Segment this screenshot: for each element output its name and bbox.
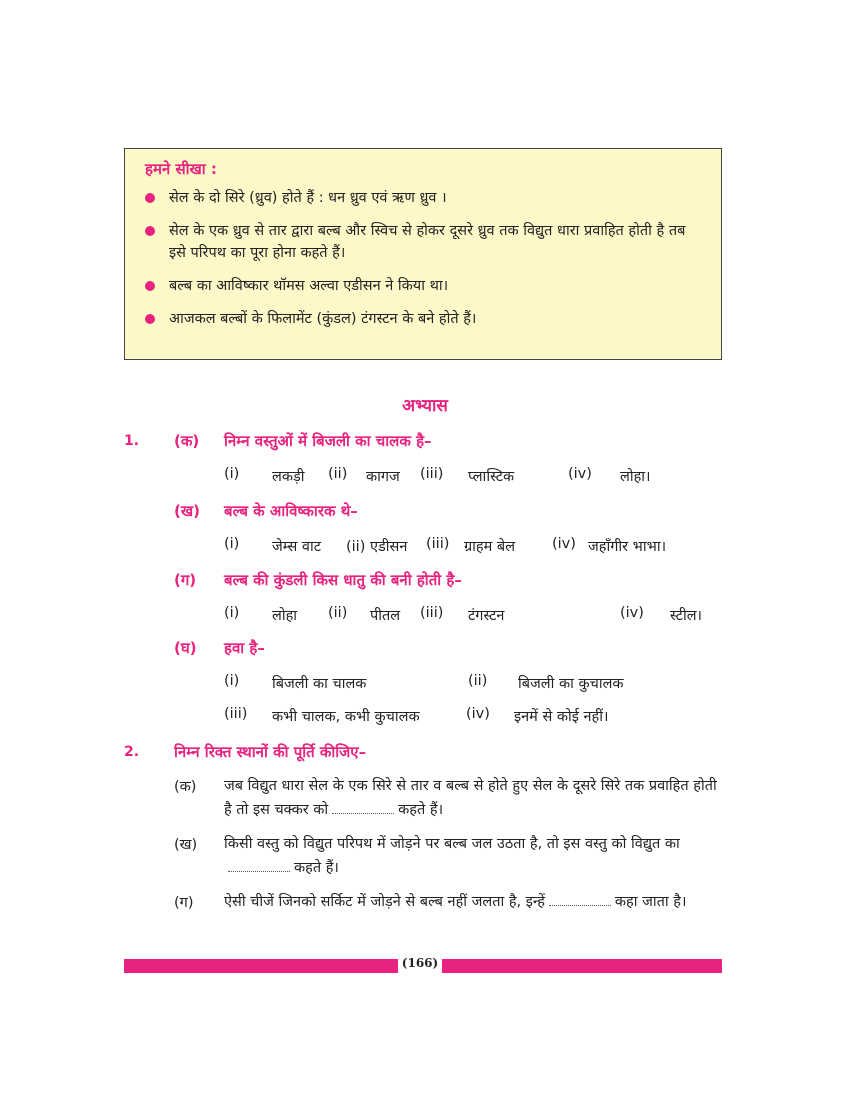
- summary-item: [141, 308, 705, 330]
- question-letter: (ख): [174, 502, 200, 520]
- option-label: (iv): [568, 466, 592, 482]
- question-text: बल्ब के आविष्कारक थे–: [224, 502, 358, 520]
- summary-item-text: आजकल बल्बों के फिलामेंट (कुंडल) टंगस्टन के बने होते हैं।: [169, 311, 477, 327]
- option-label: (iii): [420, 605, 444, 621]
- option-label: (iii): [224, 706, 248, 722]
- bullet-dot-icon: [145, 193, 155, 203]
- option-label: (ii): [328, 605, 348, 621]
- question-letter: (क): [174, 432, 200, 450]
- bullet-dot-icon: [145, 314, 155, 324]
- option-label: (ii): [328, 466, 348, 482]
- summary-item: [141, 220, 705, 264]
- fill-item: [224, 774, 724, 822]
- fill-item: [224, 890, 724, 914]
- blank-line: [332, 803, 394, 814]
- blank-line: [228, 861, 290, 872]
- fill-item-letter: (ग): [174, 895, 194, 911]
- question-text: निम्न वस्तुओं में बिजली का चालक है–: [224, 432, 432, 450]
- summary-title: हमने सीखा :: [145, 160, 217, 178]
- option-text: प्लास्टिक: [468, 469, 515, 485]
- footer-bar-right: [442, 959, 722, 973]
- option-text: पीतल: [370, 608, 401, 624]
- fill-item-text: किसी वस्तु को विद्युत परिपथ में जोड़ने पर बल्ब जल उठता है, तो इस वस्तु को विद्युत का: [224, 836, 680, 852]
- option-text: स्टील।: [670, 608, 703, 624]
- option-text: कभी चालक, कभी कुचालक: [272, 709, 420, 725]
- option-label: (i): [224, 605, 240, 621]
- exercise-title: अभ्यास: [402, 396, 448, 416]
- option-text: लोहा: [272, 608, 298, 624]
- question-text: निम्न रिक्त स्थानों की पूर्ति कीजिए–: [174, 743, 367, 761]
- fill-item-text: ऐसी चीजें जिनको सर्किट में जोड़ने से बल्ब नहीं जलता है, इन्हें: [224, 894, 545, 910]
- footer-bar-left: [124, 959, 398, 973]
- option-text: बिजली का चालक: [272, 676, 367, 692]
- fill-item-letter: (क): [174, 779, 197, 795]
- option-label: (iv): [620, 605, 644, 621]
- option-label: (i): [224, 466, 240, 482]
- fill-item-text: जब विद्युत धारा सेल के एक सिरे से तार व बल्ब से होते हुए सेल के दूसरे सिरे तक प्रवाहित होती है तो इस चक्कर को: [224, 778, 717, 818]
- bullet-dot-icon: [145, 281, 155, 291]
- summary-item-text: सेल के दो सिरे (ध्रुव) होते हैं : धन ध्रुव एवं ऋण ध्रुव ।: [169, 190, 447, 206]
- summary-item-text: सेल के एक ध्रुव से तार द्वारा बल्ब और स्विच से होकर दूसरे ध्रुव तक विद्युत धारा प्रवाहित होती है तब इसे परिपथ का पूरा होना कहते हैं।: [169, 223, 686, 261]
- blank-line: [549, 895, 611, 906]
- summary-item: [141, 187, 705, 209]
- option-text: बिजली का कुचालक: [518, 676, 624, 692]
- summary-box: [124, 148, 722, 360]
- fill-item-letter: (ख): [174, 837, 198, 853]
- option-text: जहाँगीर भाभा।: [588, 539, 667, 555]
- option-label: (i): [224, 536, 240, 552]
- question-text: हवा है–: [224, 639, 265, 657]
- option-label: (i): [224, 673, 240, 689]
- fill-item: [224, 832, 724, 880]
- option-text: लकड़ी: [272, 469, 305, 485]
- question-number: 2.: [124, 744, 140, 760]
- option-text: इनमें से कोई नहीं।: [514, 709, 609, 725]
- question-letter: (ग): [174, 571, 197, 589]
- option-text: लोहा।: [620, 469, 651, 485]
- option-text: कागज: [366, 469, 400, 485]
- option-label: (iii): [420, 466, 444, 482]
- summary-item-text: बल्ब का आविष्कार थॉमस अल्वा एडीसन ने किया था।: [169, 278, 449, 294]
- option-label: (ii): [468, 673, 488, 689]
- option-label: (iii): [426, 536, 450, 552]
- fill-item-text: कहते हैं।: [398, 802, 444, 818]
- bullet-dot-icon: [145, 226, 155, 236]
- option-label: (iv): [552, 536, 576, 552]
- option-text: टंगस्टन: [468, 608, 505, 624]
- question-text: बल्ब की कुंडली किस धातु की बनी होती है–: [224, 571, 462, 589]
- summary-item: [141, 275, 705, 297]
- option-text: (ii) एडीसन: [346, 539, 408, 555]
- option-label: (iv): [466, 706, 490, 722]
- question-letter: (घ): [174, 639, 197, 657]
- page-number: (166): [401, 956, 439, 970]
- fill-item-text: कहते हैं।: [294, 860, 339, 876]
- question-number: 1.: [124, 433, 140, 449]
- option-text: ग्राहम बेल: [464, 539, 516, 555]
- fill-item-text: कहा जाता है।: [614, 894, 687, 910]
- option-text: जेम्स वाट: [272, 539, 322, 555]
